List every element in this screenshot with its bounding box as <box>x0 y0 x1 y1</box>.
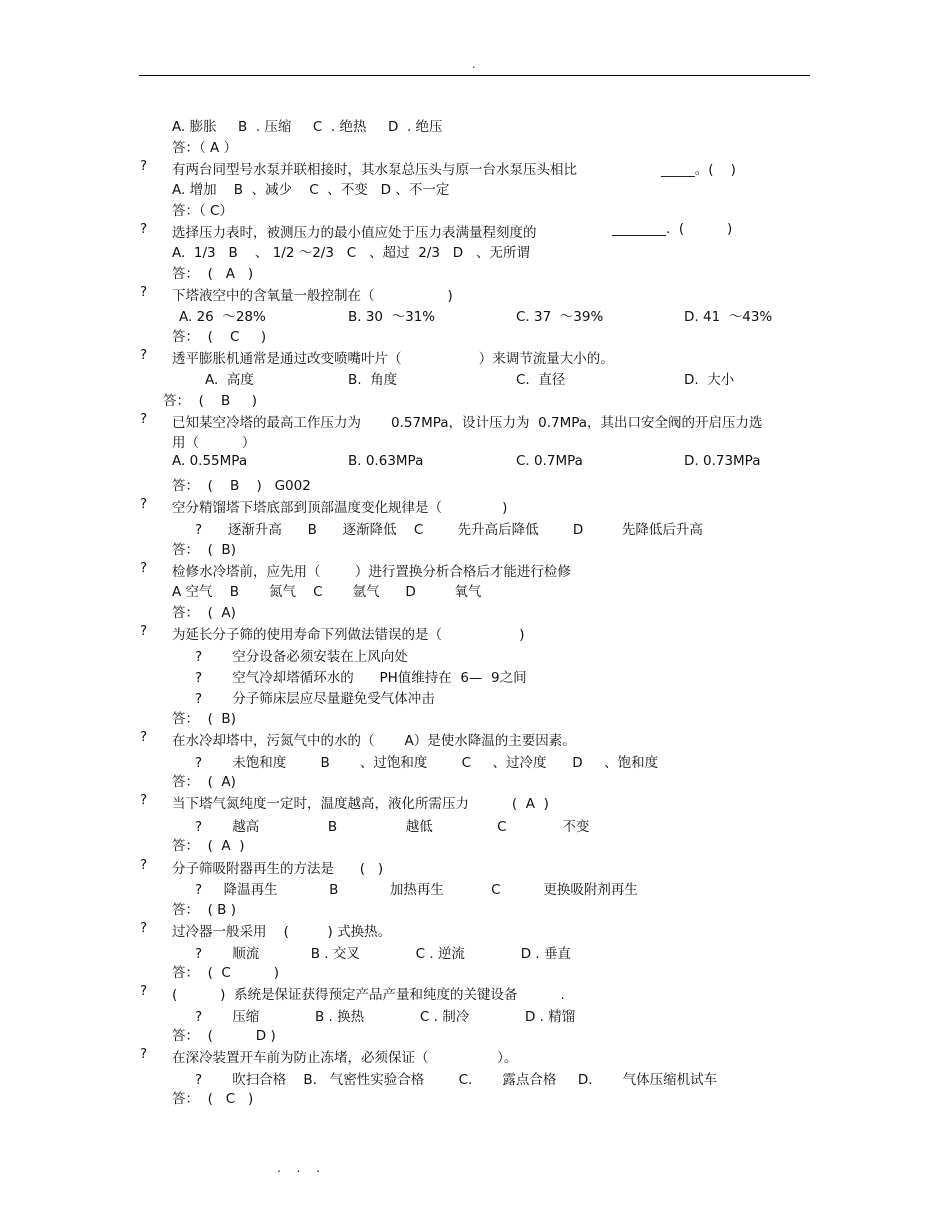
answer-line: 答： ( B) <box>172 711 236 727</box>
answer-line: 答： ( B ) <box>172 902 236 918</box>
question-bullet: ? <box>140 983 148 999</box>
page-header-mark: . <box>472 58 476 71</box>
question-text: ( ) 系统是保证获得预定产品产量和纯度的关键设备 . <box>172 987 565 1003</box>
question-bullet: ? <box>140 284 148 300</box>
question-bullet: ? <box>140 792 148 808</box>
question-text: 在水冷却塔中，污氮气中的水的（ A）是使水降温的主要因素。 <box>172 733 576 749</box>
option-line: B. 30 ～31% <box>348 309 436 325</box>
answer-line: 答： ( A) <box>172 774 236 790</box>
answer-line: 答： ( B ) <box>163 393 257 409</box>
question-text: ________. ( ) <box>612 221 733 237</box>
question-text: 分子筛吸附器再生的方法是 ( ) <box>172 861 384 877</box>
question-text: 当下塔气氮纯度一定时，温度越高，液化所需压力 ( A ) <box>172 796 549 812</box>
answer-line: 答： ( B ) G002 <box>172 478 311 494</box>
option-line: ? 空气冷却塔循环水的 PH值维持在 6— 9之间 <box>195 670 527 686</box>
option-line: A. 1/3 B 、 1/2 ～2/3 C 、超过 2/3 D 、无所谓 <box>172 245 531 261</box>
option-line: 用（ ） <box>172 435 256 451</box>
answer-line: 答： ( C ) <box>172 1091 254 1107</box>
question-text: 有两台同型号水泵并联相接时，其水泵总压头与原一台水泵压头相比 <box>172 162 577 178</box>
question-text: _____。( ) <box>661 162 736 178</box>
question-text: 选择压力表时，被测压力的最小值应处于压力表满量程刻度的 <box>172 225 537 241</box>
option-line: B. 0.63MPa <box>348 453 424 469</box>
answer-line: 答： ( A ) <box>172 266 254 282</box>
option-line: ? 压缩 B . 换热 C . 制冷 D . 精馏 <box>195 1009 576 1025</box>
option-line: C. 直径 <box>516 372 566 388</box>
option-line: D. 0.73MPa <box>684 453 761 469</box>
question-bullet: ? <box>140 221 148 237</box>
answer-line: 答： ( C ) <box>172 965 280 981</box>
answer-line: 答： ( D ) <box>172 1028 276 1044</box>
option-line: B. 角度 <box>348 372 398 388</box>
answer-line: 答：（ C） <box>172 203 233 219</box>
question-text: A. 膨胀 B . 压缩 C . 绝热 D . 绝压 <box>172 119 443 135</box>
option-line: ? 未饱和度 B 、过饱和度 C 、过冷度 D 、饱和度 <box>195 755 659 771</box>
option-line: D. 大小 <box>684 372 735 388</box>
question-text: 过冷器一般采用 ( ) 式换热。 <box>172 924 392 940</box>
answer-line: 答：（ A ） <box>172 140 238 156</box>
option-line: ? 顺流 B . 交叉 C . 逆流 D . 垂直 <box>195 946 571 962</box>
option-line: A. 0.55MPa <box>172 453 248 469</box>
answer-line: 答： ( A) <box>172 605 236 621</box>
question-text: 为延长分子筛的使用寿命下列做法错误的是（ ) <box>172 627 525 643</box>
question-bullet: ? <box>140 560 148 576</box>
question-text: 透平膨胀机通常是通过改变喷嘴叶片（ ）来调节流量大小的。 <box>172 351 614 367</box>
answer-line: 答： ( C ) <box>172 329 267 345</box>
option-line: C. 37 ～39% <box>516 309 604 325</box>
option-line: ? 逐渐升高 B 逐渐降低 C 先升高后降低 D 先降低后升高 <box>195 522 703 538</box>
option-line: A. 26 ～28% <box>179 309 266 325</box>
question-text: 检修水冷塔前，应先用（ ）进行置换分析合格后才能进行检修 <box>172 564 571 580</box>
option-line: ? 降温再生 B 加热再生 C 更换吸附剂再生 <box>195 882 638 898</box>
option-line: ? 吹扫合格 B. 气密性实验合格 C. 露点合格 D. 气体压缩机试车 <box>195 1072 718 1088</box>
answer-line: 答： ( B) <box>172 542 236 558</box>
question-text: 空分精馏塔下塔底部到顶部温度变化规律是（ ) <box>172 500 508 516</box>
question-bullet: ? <box>140 158 148 174</box>
question-bullet: ? <box>140 411 148 427</box>
option-line: ? 分子筛床层应尽量避免受气体冲击 <box>195 691 435 707</box>
question-bullet: ? <box>140 496 148 512</box>
option-line: A. 高度 <box>205 372 254 388</box>
question-bullet: ? <box>140 857 148 873</box>
question-bullet: ? <box>140 729 148 745</box>
question-text: 在深冷装置开车前为防止冻堵，必须保证（ ）。 <box>172 1050 518 1066</box>
question-bullet: ? <box>140 1046 148 1062</box>
option-line: A 空气 B 氮气 C 氩气 D 氧气 <box>172 584 482 600</box>
option-line: ? 空分设备必须安装在上风向处 <box>195 649 408 665</box>
option-line: D. 41 ～43% <box>684 309 773 325</box>
header-rule <box>139 75 810 76</box>
question-bullet: ? <box>140 347 148 363</box>
answer-line: 答： ( A ) <box>172 838 245 854</box>
option-line: A. 增加 B 、减少 C 、不变 D 、不一定 <box>172 182 450 198</box>
option-line: C. 0.7MPa <box>516 453 583 469</box>
question-text: 已知某空冷塔的最高工作压力为 0.57MPa，设计压力为 0.7MPa，其出口安全阀的开启压力选 <box>172 415 763 431</box>
question-bullet: ? <box>140 920 148 936</box>
page-footer-marks: . . . <box>277 1161 327 1175</box>
question-bullet: ? <box>140 623 148 639</box>
option-line: ? 越高 B 越低 C 不变 <box>195 819 590 835</box>
question-text: 下塔液空中的含氧量一般控制在（ ) <box>172 288 453 304</box>
